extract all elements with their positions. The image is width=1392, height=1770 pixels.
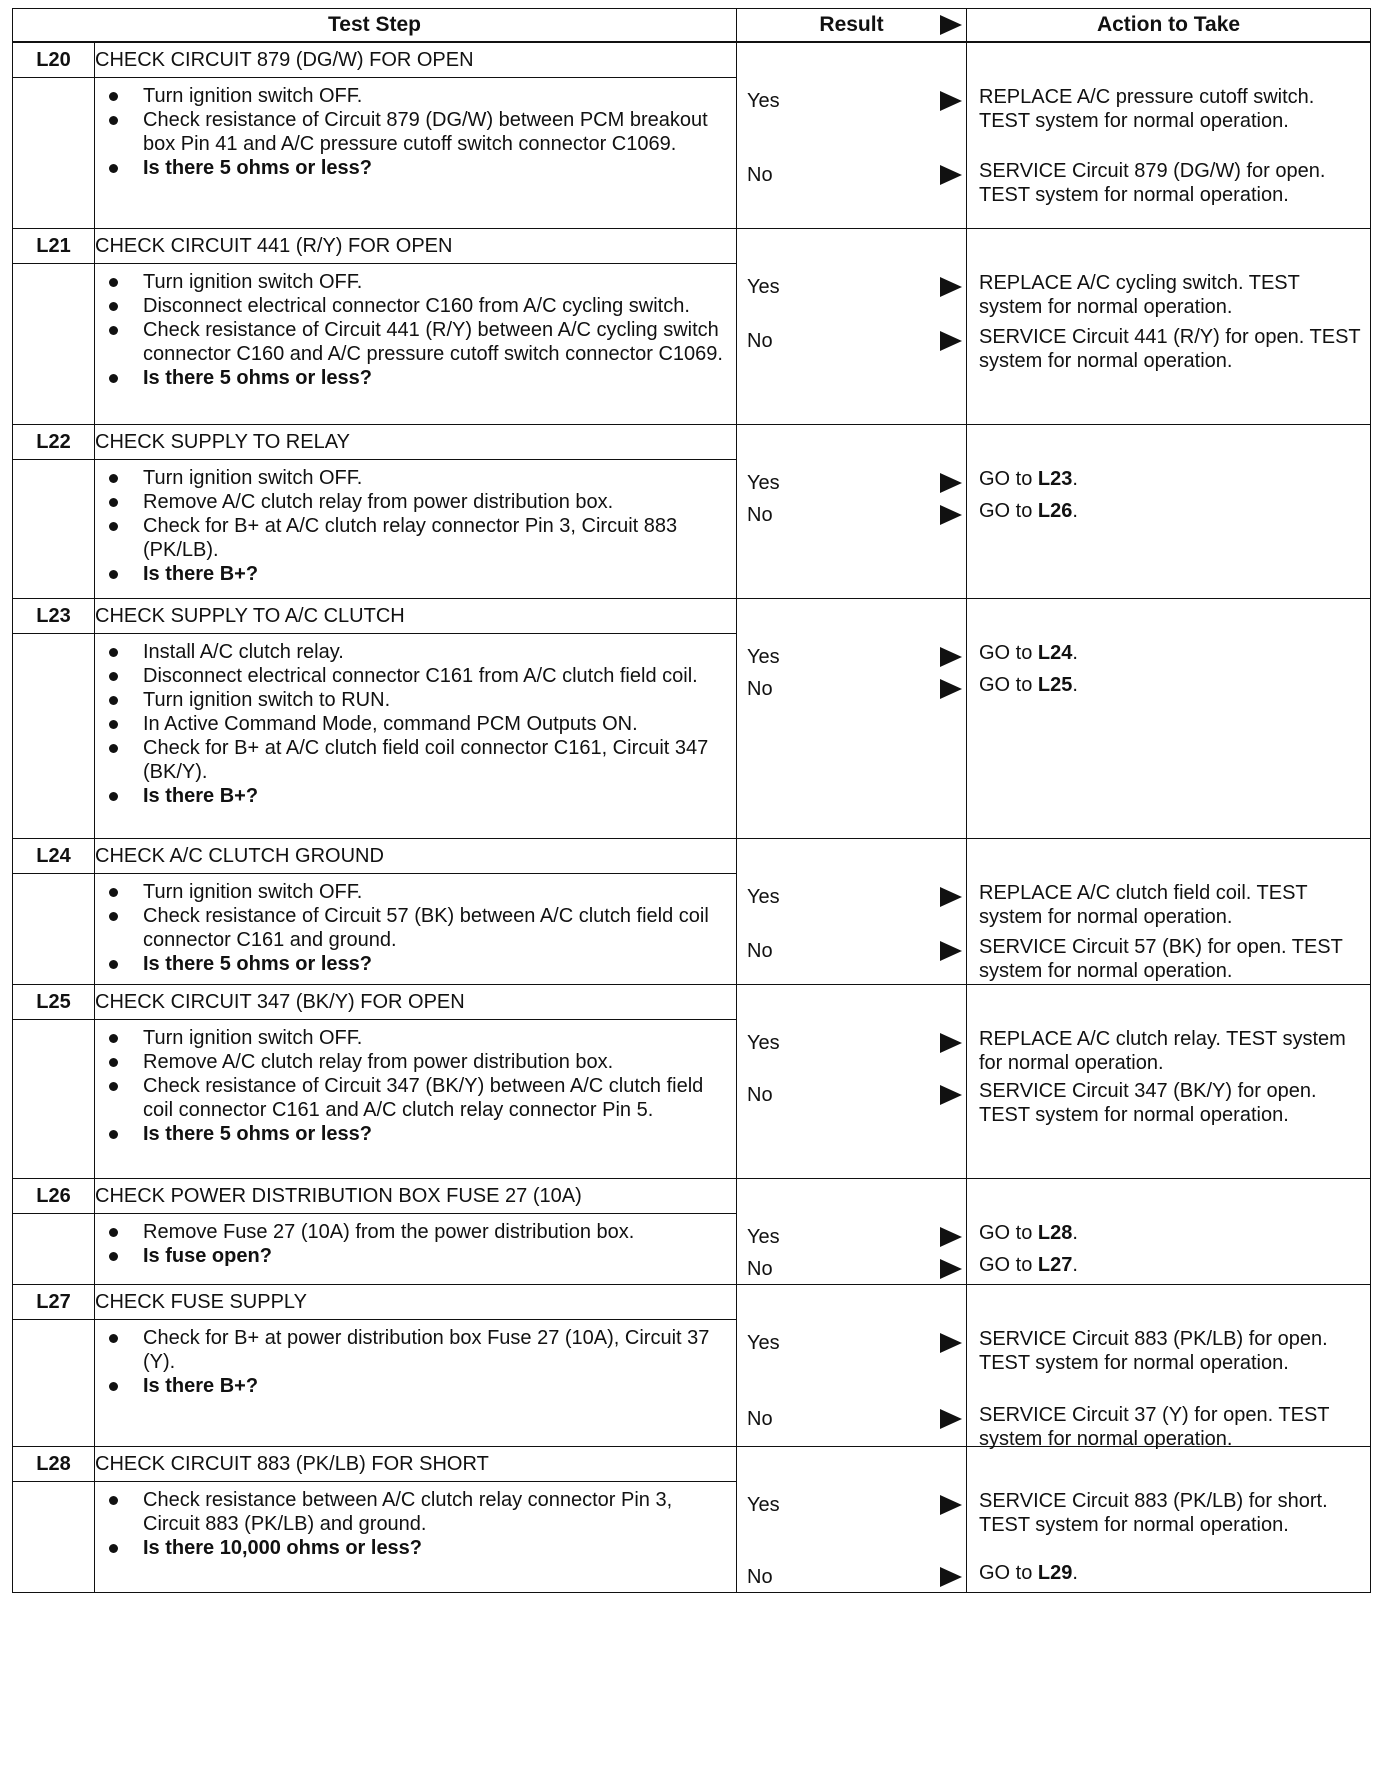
step-id: L22 xyxy=(13,425,95,460)
step-title: CHECK CIRCUIT 883 (PK/LB) FOR SHORT xyxy=(95,1447,737,1482)
result-label: No xyxy=(747,1258,773,1280)
instruction-item: Turn ignition switch to RUN. xyxy=(143,688,726,712)
step-instructions xyxy=(95,264,737,425)
arrow-right-icon xyxy=(940,165,962,185)
step-title-row xyxy=(13,599,1371,634)
instruction-item: Disconnect electrical connector C160 from A/C cycling switch. xyxy=(143,294,726,318)
arrow-right-icon xyxy=(940,887,962,907)
step-instructions xyxy=(95,874,737,985)
result-label: No xyxy=(747,1408,773,1430)
step-instructions xyxy=(95,1482,737,1593)
step-title: CHECK A/C CLUTCH GROUND xyxy=(95,839,737,874)
action-suffix: . xyxy=(1072,1562,1078,1584)
step-title-row xyxy=(13,985,1371,1020)
step-question: Is there 5 ohms or less? xyxy=(143,366,726,390)
action-text: REPLACE A/C pressure cutoff switch. TEST system for normal operation. xyxy=(979,86,1315,132)
result-label: Yes xyxy=(747,646,780,668)
action-text xyxy=(979,673,1364,697)
action-step-ref: L27 xyxy=(1037,1254,1073,1276)
step-id-spacer xyxy=(13,1214,95,1285)
instruction-item: Turn ignition switch OFF. xyxy=(143,466,726,490)
result-label: No xyxy=(747,164,773,186)
arrow-right-icon xyxy=(940,277,962,297)
action-prefix: GO to xyxy=(979,1222,1038,1244)
header-result-label: Result xyxy=(819,13,884,36)
arrow-right-icon xyxy=(940,679,962,699)
step-question: Is there 10,000 ohms or less? xyxy=(143,1536,726,1560)
step-question: Is fuse open? xyxy=(143,1244,726,1268)
instruction-item: Turn ignition switch OFF. xyxy=(143,270,726,294)
step-question: Is there 5 ohms or less? xyxy=(143,156,726,180)
instruction-item: Turn ignition switch OFF. xyxy=(143,1026,726,1050)
instruction-list xyxy=(95,84,736,180)
step-action-cell xyxy=(967,1179,1371,1285)
result-label: No xyxy=(747,504,773,526)
step-action-cell xyxy=(967,599,1371,839)
instruction-item: Check for B+ at power distribution box Fuse 27 (10A), Circuit 37 (Y). xyxy=(143,1326,726,1374)
header-row xyxy=(13,9,1371,43)
action-text: REPLACE A/C clutch relay. TEST system for normal operation. xyxy=(979,1028,1346,1074)
step-action-cell xyxy=(967,42,1371,229)
step-instructions xyxy=(95,78,737,229)
action-prefix: GO to xyxy=(979,500,1038,522)
instruction-list xyxy=(95,466,736,586)
result-label: No xyxy=(747,1084,773,1106)
instruction-list xyxy=(95,1026,736,1146)
instruction-item: Turn ignition switch OFF. xyxy=(143,84,726,108)
step-id-spacer xyxy=(13,1020,95,1179)
step-title-row xyxy=(13,229,1371,264)
result-label: No xyxy=(747,940,773,962)
step-result-cell xyxy=(737,42,967,229)
header-action: Action to Take xyxy=(967,9,1371,43)
step-id: L23 xyxy=(13,599,95,634)
action-suffix: . xyxy=(1072,1254,1078,1276)
action-step-ref: L23 xyxy=(1037,468,1073,490)
instruction-item: In Active Command Mode, command PCM Outputs ON. xyxy=(143,712,726,736)
step-title: CHECK POWER DISTRIBUTION BOX FUSE 27 (10A) xyxy=(95,1179,737,1214)
action-text: REPLACE A/C cycling switch. TEST system for normal operation. xyxy=(979,272,1300,318)
arrow-right-icon xyxy=(940,331,962,351)
arrow-right-icon xyxy=(940,1033,962,1053)
step-id: L24 xyxy=(13,839,95,874)
instruction-item: Remove A/C clutch relay from power distribution box. xyxy=(143,490,726,514)
instruction-item: Remove A/C clutch relay from power distribution box. xyxy=(143,1050,726,1074)
step-result-cell xyxy=(737,1179,967,1285)
action-suffix: . xyxy=(1072,468,1078,490)
action-text xyxy=(979,499,1364,523)
instruction-item: Check for B+ at A/C clutch relay connector Pin 3, Circuit 883 (PK/LB). xyxy=(143,514,726,562)
result-label: Yes xyxy=(747,90,780,112)
step-action-cell xyxy=(967,1285,1371,1450)
action-prefix: GO to xyxy=(979,468,1038,490)
instruction-list xyxy=(95,1326,736,1398)
step-title-row xyxy=(13,1179,1371,1214)
step-instructions xyxy=(95,1020,737,1179)
instruction-item: Check resistance of Circuit 441 (R/Y) between A/C cycling switch connector C160 and A/C pressure cutoff switch connector C1069. xyxy=(143,318,726,366)
instruction-item: Check resistance of Circuit 57 (BK) between A/C clutch field coil connector C161 and ground. xyxy=(143,904,726,952)
step-title-row xyxy=(13,42,1371,78)
step-result-cell xyxy=(737,229,967,425)
action-suffix: . xyxy=(1072,642,1078,664)
action-suffix: . xyxy=(1072,1222,1078,1244)
step-id-spacer xyxy=(13,1320,95,1447)
instruction-item: Check for B+ at A/C clutch field coil connector C161, Circuit 347 (BK/Y). xyxy=(143,736,726,784)
step-instructions xyxy=(95,634,737,839)
step-question: Is there B+? xyxy=(143,784,726,808)
step-action-cell xyxy=(967,839,1371,985)
action-text xyxy=(979,641,1364,665)
result-label: No xyxy=(747,330,773,352)
arrow-right-icon xyxy=(940,91,962,111)
action-text xyxy=(979,467,1364,491)
step-action-cell xyxy=(967,229,1371,425)
action-prefix: GO to xyxy=(979,642,1038,664)
arrow-right-icon xyxy=(940,505,962,525)
result-label: Yes xyxy=(747,276,780,298)
action-text xyxy=(979,1561,1364,1585)
action-step-ref: L24 xyxy=(1037,642,1073,664)
action-step-ref: L26 xyxy=(1037,500,1073,522)
step-id: L28 xyxy=(13,1447,95,1482)
step-id-spacer xyxy=(13,1482,95,1593)
result-label: Yes xyxy=(747,1332,780,1354)
step-id-spacer xyxy=(13,264,95,425)
step-id: L27 xyxy=(13,1285,95,1320)
action-step-ref: L25 xyxy=(1037,674,1073,696)
step-question: Is there B+? xyxy=(143,562,726,586)
instruction-list xyxy=(95,1220,736,1268)
arrow-right-icon xyxy=(940,1259,962,1279)
result-label: Yes xyxy=(747,472,780,494)
arrow-right-icon xyxy=(940,15,962,35)
action-text xyxy=(979,1253,1364,1277)
step-question: Is there 5 ohms or less? xyxy=(143,952,726,976)
instruction-list xyxy=(95,270,736,390)
instruction-list xyxy=(95,880,736,976)
arrow-right-icon xyxy=(940,1227,962,1247)
step-instructions xyxy=(95,1214,737,1285)
instruction-item: Install A/C clutch relay. xyxy=(143,640,726,664)
action-step-ref: L28 xyxy=(1037,1222,1073,1244)
instruction-item: Check resistance of Circuit 879 (DG/W) between PCM breakout box Pin 41 and A/C pressure cutoff switch connector C1069. xyxy=(143,108,726,156)
result-label: Yes xyxy=(747,1494,780,1516)
step-action-cell xyxy=(967,985,1371,1179)
arrow-right-icon xyxy=(940,1495,962,1515)
action-text xyxy=(979,1221,1364,1245)
action-text: SERVICE Circuit 347 (BK/Y) for open. TEST system for normal operation. xyxy=(979,1080,1317,1126)
step-result-cell xyxy=(737,839,967,985)
step-title: CHECK CIRCUIT 347 (BK/Y) FOR OPEN xyxy=(95,985,737,1020)
result-label: No xyxy=(747,1566,773,1588)
action-prefix: GO to xyxy=(979,1562,1038,1584)
step-action-cell xyxy=(967,1447,1371,1593)
step-id-spacer xyxy=(13,874,95,985)
result-label: No xyxy=(747,678,773,700)
step-title-row xyxy=(13,839,1371,874)
step-id: L26 xyxy=(13,1179,95,1214)
step-result-cell xyxy=(737,425,967,599)
step-instructions xyxy=(95,460,737,599)
step-title: CHECK CIRCUIT 441 (R/Y) FOR OPEN xyxy=(95,229,737,264)
step-title: CHECK CIRCUIT 879 (DG/W) FOR OPEN xyxy=(95,42,737,78)
action-text: SERVICE Circuit 57 (BK) for open. TEST system for normal operation. xyxy=(979,936,1343,982)
step-title-row xyxy=(13,1285,1371,1320)
instruction-item: Check resistance between A/C clutch relay connector Pin 3, Circuit 883 (PK/LB) and ground. xyxy=(143,1488,726,1536)
arrow-right-icon xyxy=(940,941,962,961)
step-id-spacer xyxy=(13,78,95,229)
action-prefix: GO to xyxy=(979,674,1038,696)
instruction-item: Remove Fuse 27 (10A) from the power distribution box. xyxy=(143,1220,726,1244)
step-instructions xyxy=(95,1320,737,1447)
arrow-right-icon xyxy=(940,647,962,667)
action-text: SERVICE Circuit 37 (Y) for open. TEST system for normal operation. xyxy=(979,1404,1330,1450)
action-text: SERVICE Circuit 879 (DG/W) for open. TEST system for normal operation. xyxy=(979,160,1326,206)
action-suffix: . xyxy=(1072,500,1078,522)
instruction-item: Turn ignition switch OFF. xyxy=(143,880,726,904)
step-question: Is there 5 ohms or less? xyxy=(143,1122,726,1146)
arrow-right-icon xyxy=(940,473,962,493)
step-title: CHECK SUPPLY TO A/C CLUTCH xyxy=(95,599,737,634)
step-title-row xyxy=(13,425,1371,460)
instruction-item: Disconnect electrical connector C161 from A/C clutch field coil. xyxy=(143,664,726,688)
step-action-cell xyxy=(967,425,1371,599)
step-result-cell xyxy=(737,1285,967,1447)
step-id: L21 xyxy=(13,229,95,264)
result-label: Yes xyxy=(747,886,780,908)
instruction-list xyxy=(95,1488,736,1560)
arrow-right-icon xyxy=(940,1333,962,1353)
instruction-list xyxy=(95,640,736,808)
step-id: L25 xyxy=(13,985,95,1020)
arrow-right-icon xyxy=(940,1409,962,1429)
step-result-cell xyxy=(737,599,967,839)
step-title: CHECK FUSE SUPPLY xyxy=(95,1285,737,1320)
action-text: SERVICE Circuit 883 (PK/LB) for open. TEST system for normal operation. xyxy=(979,1328,1328,1374)
step-title: CHECK SUPPLY TO RELAY xyxy=(95,425,737,460)
diagnostic-table xyxy=(12,8,1371,1593)
step-title-row xyxy=(13,1447,1371,1482)
header-test-step: Test Step xyxy=(13,9,737,43)
step-question: Is there B+? xyxy=(143,1374,726,1398)
action-text: SERVICE Circuit 441 (R/Y) for open. TEST system for normal operation. xyxy=(979,326,1361,372)
step-id-spacer xyxy=(13,460,95,599)
step-id-spacer xyxy=(13,634,95,839)
action-prefix: GO to xyxy=(979,1254,1038,1276)
header-result xyxy=(737,9,967,43)
action-text: REPLACE A/C clutch field coil. TEST system for normal operation. xyxy=(979,882,1308,928)
step-result-cell xyxy=(737,1447,967,1593)
action-step-ref: L29 xyxy=(1037,1562,1073,1584)
step-id: L20 xyxy=(13,42,95,78)
arrow-right-icon xyxy=(940,1085,962,1105)
step-result-cell xyxy=(737,985,967,1179)
result-label: Yes xyxy=(747,1032,780,1054)
instruction-item: Check resistance of Circuit 347 (BK/Y) between A/C clutch field coil connector C161 and A/C clutch relay connector Pin 5. xyxy=(143,1074,726,1122)
action-suffix: . xyxy=(1072,674,1078,696)
result-label: Yes xyxy=(747,1226,780,1248)
action-text: SERVICE Circuit 883 (PK/LB) for short. TEST system for normal operation. xyxy=(979,1490,1328,1536)
arrow-right-icon xyxy=(940,1567,962,1587)
